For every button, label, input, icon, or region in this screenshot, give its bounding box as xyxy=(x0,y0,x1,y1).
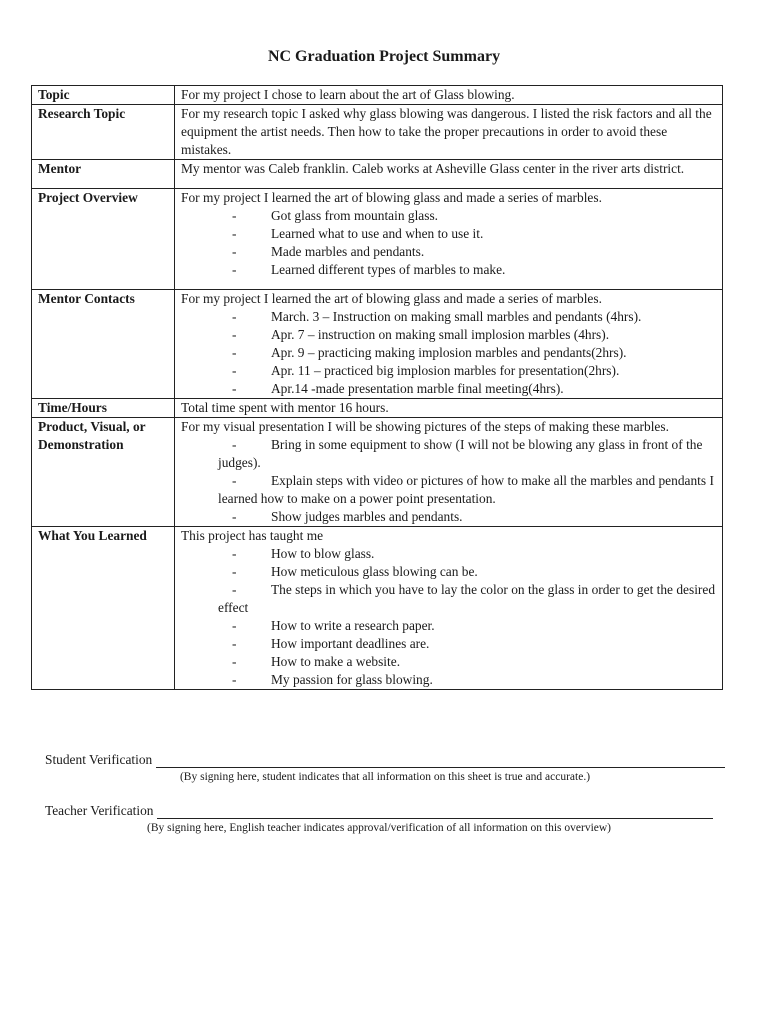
bullet-marker: - xyxy=(232,636,237,651)
list-item-text: Apr. 11 – practiced big implosion marbles for presentation(2hrs). xyxy=(271,363,620,378)
list-item-text: The steps in which you have to lay the color on the glass in order to get the desired effect xyxy=(218,582,716,615)
list-item xyxy=(181,581,716,617)
row-content xyxy=(175,418,723,527)
bullet-marker: - xyxy=(232,309,237,324)
bullet-list xyxy=(181,308,716,398)
row-content xyxy=(175,105,723,160)
list-item xyxy=(181,617,716,635)
bullet-marker: - xyxy=(232,582,237,597)
list-item xyxy=(181,225,716,243)
row-label: What You Learned xyxy=(32,527,175,690)
bullet-marker: - xyxy=(232,244,237,259)
row-content xyxy=(175,86,723,105)
row-mentor xyxy=(32,160,723,189)
row-content xyxy=(175,160,723,189)
list-item-text: March. 3 – Instruction on making small marbles and pendants (4hrs). xyxy=(271,309,642,324)
row-what-you-learned xyxy=(32,527,723,690)
bullet-marker: - xyxy=(232,327,237,342)
bullet-marker: - xyxy=(232,618,237,633)
list-item-text: How to write a research paper. xyxy=(271,618,435,633)
row-label: Topic xyxy=(32,86,175,105)
row-text: For my project I chose to learn about the art of Glass blowing. xyxy=(181,87,515,102)
list-item-text: Bring in some equipment to show (I will not be blowing any glass in front of the judges). xyxy=(218,437,703,470)
list-item xyxy=(181,243,716,261)
list-item-text: How meticulous glass blowing can be. xyxy=(271,564,478,579)
row-text: For my project I learned the art of blowing glass and made a series of marbles. xyxy=(181,190,602,205)
row-content xyxy=(175,527,723,690)
list-item xyxy=(181,308,716,326)
list-item xyxy=(181,362,716,380)
bullet-marker: - xyxy=(232,345,237,360)
row-label: Research Topic xyxy=(32,105,175,160)
row-mentor-contacts xyxy=(32,290,723,399)
list-item-text: Learned what to use and when to use it. xyxy=(271,226,484,241)
list-item xyxy=(181,261,716,279)
bullet-marker: - xyxy=(232,564,237,579)
list-item-text: Apr. 9 – practicing making implosion marbles and pendants(2hrs). xyxy=(271,345,627,360)
row-text: For my project I learned the art of blowing glass and made a series of marbles. xyxy=(181,291,602,306)
bullet-marker: - xyxy=(232,208,237,223)
teacher-verification xyxy=(45,803,713,834)
list-item xyxy=(181,653,716,671)
list-item xyxy=(181,671,716,689)
list-item xyxy=(181,436,716,472)
bullet-list xyxy=(181,436,716,526)
student-verification xyxy=(45,752,725,783)
list-item xyxy=(181,563,716,581)
bullet-marker: - xyxy=(232,226,237,241)
row-text: My mentor was Caleb franklin. Caleb works at Asheville Glass center in the river arts district. xyxy=(181,161,685,176)
bullet-list xyxy=(181,207,716,279)
list-item-text: Got glass from mountain glass. xyxy=(271,208,438,223)
row-research-topic xyxy=(32,105,723,160)
list-item-text: Made marbles and pendants. xyxy=(271,244,425,259)
bullet-marker: - xyxy=(232,437,237,452)
row-project-overview xyxy=(32,189,723,290)
row-text: For my visual presentation I will be showing pictures of the steps of making these marbles. xyxy=(181,419,669,434)
row-content xyxy=(175,189,723,290)
student-signature-line[interactable] xyxy=(156,753,725,768)
teacher-verification-label: Teacher Verification xyxy=(45,803,154,818)
teacher-signature-line[interactable] xyxy=(157,804,713,819)
list-item-text: How to make a website. xyxy=(271,654,401,669)
list-item xyxy=(181,380,716,398)
row-text: For my research topic I asked why glass blowing was dangerous. I listed the risk factors and all the equipment the artist needs. Then how to take the proper precautions in order to avoid these mistakes. xyxy=(181,106,712,157)
row-text: This project has taught me xyxy=(181,528,324,543)
list-item xyxy=(181,326,716,344)
list-item xyxy=(181,545,716,563)
bullet-marker: - xyxy=(232,262,237,277)
summary-table xyxy=(31,85,723,690)
row-text: Total time spent with mentor 16 hours. xyxy=(181,400,389,415)
bullet-marker: - xyxy=(232,672,237,687)
list-item-text: Learned different types of marbles to make. xyxy=(271,262,506,277)
list-item-text: Show judges marbles and pendants. xyxy=(271,509,463,524)
row-label: Project Overview xyxy=(32,189,175,290)
list-item-text: Apr.14 -made presentation marble final meeting(4hrs). xyxy=(271,381,564,396)
row-label: Time/Hours xyxy=(32,399,175,418)
row-product-visual xyxy=(32,418,723,527)
list-item-text: How important deadlines are. xyxy=(271,636,430,651)
row-topic xyxy=(32,86,723,105)
list-item-text: Apr. 7 – instruction on making small implosion marbles (4hrs). xyxy=(271,327,610,342)
list-item-text: Explain steps with video or pictures of how to make all the marbles and pendants I learned how to make on a power point presentation. xyxy=(218,473,714,506)
bullet-marker: - xyxy=(232,473,237,488)
list-item xyxy=(181,635,716,653)
list-item-text: How to blow glass. xyxy=(271,546,375,561)
row-label: Product, Visual, or Demonstration xyxy=(32,418,175,527)
student-verification-note: (By signing here, student indicates that all information on this sheet is true and accurate.) xyxy=(179,771,591,783)
row-time-hours xyxy=(32,399,723,418)
list-item xyxy=(181,508,716,526)
row-label: Mentor xyxy=(32,160,175,189)
bullet-list xyxy=(181,545,716,689)
student-verification-label: Student Verification xyxy=(45,752,153,767)
row-label: Mentor Contacts xyxy=(32,290,175,399)
row-content xyxy=(175,399,723,418)
list-item-text: My passion for glass blowing. xyxy=(271,672,433,687)
bullet-marker: - xyxy=(232,654,237,669)
row-content xyxy=(175,290,723,399)
bullet-marker: - xyxy=(232,546,237,561)
list-item xyxy=(181,344,716,362)
bullet-marker: - xyxy=(232,509,237,524)
list-item xyxy=(181,207,716,225)
list-item xyxy=(181,472,716,508)
teacher-verification-note: (By signing here, English teacher indicates approval/verification of all information on this overview) xyxy=(146,822,611,834)
bullet-marker: - xyxy=(232,381,237,396)
bullet-marker: - xyxy=(232,363,237,378)
document-title: NC Graduation Project Summary xyxy=(267,48,501,65)
